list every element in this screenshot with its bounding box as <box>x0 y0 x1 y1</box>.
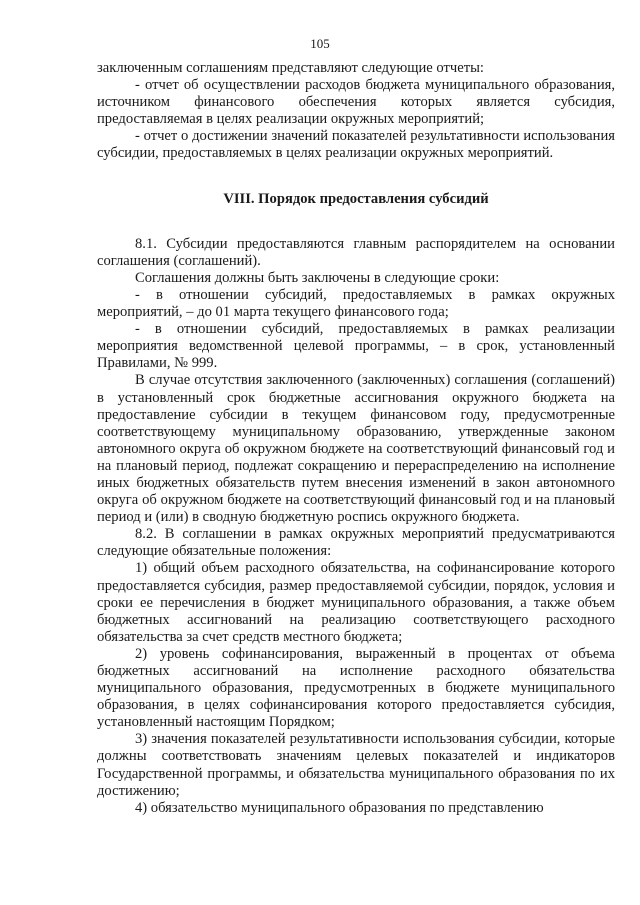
paragraph: 2) уровень софинансирования, выраженный в процентах от объема бюджетных ассигнований на исполнение расходного обязательства муниципального образования, предусмотренных в бюджете муниципального образования, в целях софинансирования которого предоставляется субсидия, установленный настоящим Порядком; <box>97 645 615 731</box>
paragraph: Соглашения должны быть заключены в следующие сроки: <box>135 269 500 286</box>
section-heading: VIII. Порядок предоставления субсидий <box>223 190 489 207</box>
paragraph: 3) значения показателей результативности использования субсидии, которые должны соответствовать значениям целевых показателей и индикаторов Государственной программы, и обязательства муниципального образования по их достижению; <box>97 731 615 799</box>
paragraph: - отчет о достижении значений показателей результативности использования субсидии, предоставляемых в целях реализации окружных мероприятий. <box>97 128 615 162</box>
paragraph: - в отношении субсидий, предоставляемых в рамках окружных мероприятий, – до 01 марта текущего финансового года; <box>97 286 615 321</box>
paragraph: 4) обязательство муниципального образования по представлению <box>135 799 544 816</box>
paragraph: заключенным соглашениям представляют следующие отчеты: <box>97 60 484 76</box>
paragraph: 1) общий объем расходного обязательства, на софинансирование которого предоставляется субсидия, размер предоставляемой субсидии, порядок, условия и сроки ее перечисления в бюджет муниципального образования, а также объем бюджетных ассигнований на реализацию соответствующего расходного обязательства за счет средств местного бюджета; <box>97 560 615 645</box>
document-body <box>97 60 615 817</box>
paragraph: В случае отсутствия заключенного (заключенных) соглашения (соглашений) в установленный срок бюджетные ассигнования окружного бюджета на предоставление субсидии в текущем финансовом году, предусмотренные соответствующему муниципальному образованию, утвержденные законом автономного округа об окружном бюджете на соответствующий финансовый год и на плановый период, подлежат сокращению и перераспределению на исполнение иных бюджетных обязательств путем внесения изменений в закон автономного округа об окружном бюджете на соответствующий финансовый год и на плановый период и (или) в сводную бюджетную роспись окружного бюджета. <box>97 372 615 526</box>
paragraph: - в отношении субсидий, предоставляемых в рамках реализации мероприятия ведомственной целевой программы, – в срок, установленный Правилами, № 999. <box>97 321 615 372</box>
paragraph: - отчет об осуществлении расходов бюджета муниципального образования, источником финансового обеспечения которых является субсидия, предоставляемая в целях реализации окружных мероприятий; <box>97 77 615 128</box>
paragraph: 8.2. В соглашении в рамках окружных мероприятий предусматриваются следующие обязательные положения: <box>97 526 615 560</box>
paragraph: 8.1. Субсидии предоставляются главным распорядителем на основании соглашения (соглашений). <box>97 235 615 269</box>
page-number: 105 <box>310 36 330 51</box>
